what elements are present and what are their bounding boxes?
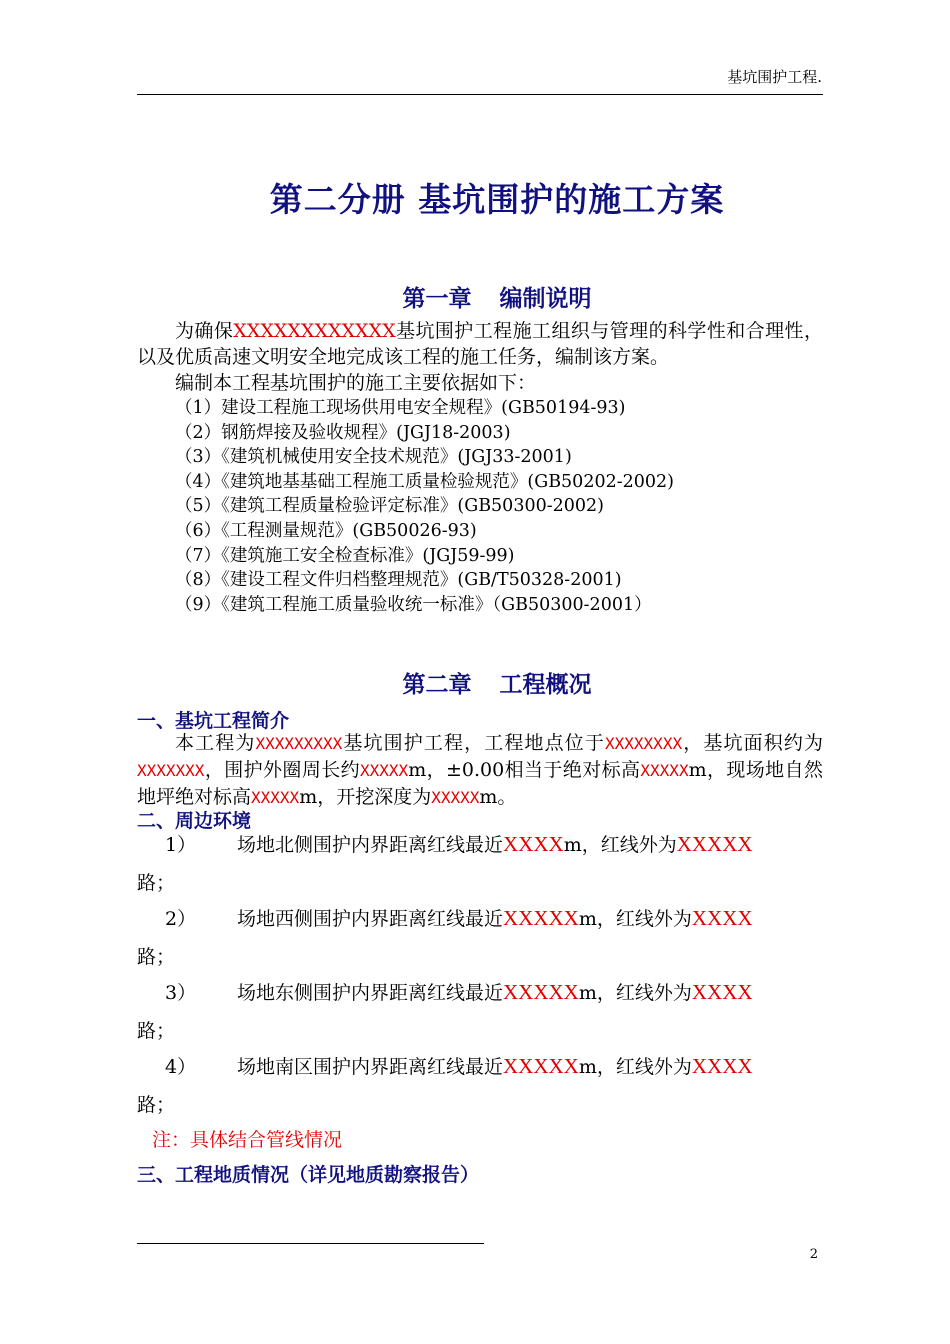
section-2-heading: 二、周边环境 xyxy=(137,810,252,832)
road-placeholder: XXXX xyxy=(691,980,753,1004)
chapter-1-label: 第一章 xyxy=(402,285,472,312)
reference-item: （3）《建筑机械使用安全技术规范》(JGJ33-2001) xyxy=(175,447,572,468)
item-text-a: 场地西侧围护内界距离红线最近 xyxy=(237,908,504,930)
item-number: 1） xyxy=(165,834,197,856)
distance-placeholder: XXXXX xyxy=(503,1054,579,1078)
intro-text-a: 为确保 xyxy=(175,320,234,342)
page-number: 2 xyxy=(809,1247,818,1262)
item-text-a: 场地北侧围护内界距离红线最近 xyxy=(237,834,504,856)
running-header: 基坑围护工程. xyxy=(727,68,822,86)
reference-item: （7）《建筑施工安全检查标准》(JGJ59-99) xyxy=(175,545,515,566)
overview-text-6: m，现场地自然地坪绝对标高 xyxy=(137,759,823,808)
placeholder-4: XXXXX xyxy=(360,761,409,780)
project-overview-paragraph xyxy=(137,730,823,811)
item-number: 3） xyxy=(165,982,197,1004)
overview-text-3: ，基坑面积约为 xyxy=(682,732,823,754)
road-placeholder: XXXX xyxy=(691,906,753,930)
overview-text-8: m。 xyxy=(479,786,517,808)
placeholder-3: XXXXXXX xyxy=(137,761,205,780)
reference-item: （2）钢筋焊接及验收规程》(JGJ18-2003) xyxy=(175,422,511,443)
reference-list xyxy=(137,396,823,617)
item-text-b: m，红线外为 xyxy=(578,908,692,930)
reference-item: （9）《建筑工程施工质量验收统一标准》（GB50300-2001） xyxy=(175,594,652,615)
reference-item: （4）《建筑地基基础工程施工质量检验规范》(GB50202-2002) xyxy=(175,471,674,492)
item-number: 2） xyxy=(165,908,197,930)
item-text xyxy=(237,1052,823,1079)
item-text-b: m，红线外为 xyxy=(563,834,677,856)
section-1-heading: 一、基坑工程简介 xyxy=(137,710,290,732)
surroundings-item-tail: 路； xyxy=(137,1094,176,1116)
item-number: 4） xyxy=(165,1056,197,1078)
item-text-b: m，红线外为 xyxy=(578,1056,692,1078)
intro-text-b: 基坑围护工程施工组织与管理的科学性和合理性，以及优质高速文明安全地完成该工程的施工任务，编制该方案。 xyxy=(137,320,823,368)
intro-paragraph xyxy=(137,318,823,370)
pipeline-note: 注：具体结合管线情况 xyxy=(152,1129,343,1151)
surroundings-item-tail: 路； xyxy=(137,946,176,968)
item-text-a: 场地南区围护内界距离红线最近 xyxy=(237,1056,504,1078)
section-1-body xyxy=(137,730,823,811)
item-text-a: 场地东侧围护内界距离红线最近 xyxy=(237,982,504,1004)
item-text xyxy=(237,978,823,1005)
placeholder-5: XXXXX xyxy=(640,761,689,780)
reference-item: （1）建设工程施工现场供用电安全规程》(GB50194-93) xyxy=(175,398,626,418)
chapter-1-body xyxy=(137,318,823,617)
overview-text-5: m，±0.00相当于绝对标高 xyxy=(408,759,641,781)
chapter-2-label: 第二章 xyxy=(402,671,472,698)
overview-text-2: 基坑围护工程，工程地点位于 xyxy=(342,732,606,754)
basis-paragraph: 编制本工程基坑围护的施工主要依据如下： xyxy=(175,372,537,394)
document-title: 第二分册 基坑围护的施工方案 xyxy=(269,180,725,219)
item-text xyxy=(237,830,823,857)
chapter-2-heading xyxy=(0,666,950,699)
distance-placeholder: XXXX xyxy=(503,832,564,856)
distance-placeholder: XXXXX xyxy=(503,980,579,1004)
header-rule xyxy=(137,94,823,95)
chapter-1-heading xyxy=(0,280,950,313)
item-text-b: m，红线外为 xyxy=(578,982,692,1004)
surroundings-item-tail: 路； xyxy=(137,1020,176,1042)
distance-placeholder: XXXXX xyxy=(503,906,579,930)
overview-text-1: 本工程为 xyxy=(175,732,256,754)
footnote-rule xyxy=(137,1243,484,1244)
reference-item: （5）《建筑工程质量检验评定标准》(GB50300-2002) xyxy=(175,496,604,517)
surroundings-item-tail: 路； xyxy=(137,872,176,894)
road-placeholder: XXXX xyxy=(691,1054,753,1078)
chapter-2-name: 工程概况 xyxy=(499,671,592,698)
overview-text-7: m，开挖深度为 xyxy=(299,786,432,808)
placeholder-7: XXXXX xyxy=(431,788,480,807)
item-text xyxy=(237,904,823,931)
road-placeholder: XXXXX xyxy=(676,832,753,856)
placeholder-1: XXXXXXXXX xyxy=(255,734,343,753)
reference-item: （8）《建设工程文件归档整理规范》(GB/T50328-2001) xyxy=(175,570,622,591)
project-name-placeholder: XXXXXXXXXXXX xyxy=(233,320,396,342)
chapter-1-name: 编制说明 xyxy=(499,285,592,312)
placeholder-6: XXXXX xyxy=(251,788,300,807)
reference-item: （6）《工程测量规范》(GB50026-93) xyxy=(175,520,477,541)
placeholder-2: XXXXXXXX xyxy=(605,734,683,753)
overview-text-4: ，围护外圈周长约 xyxy=(204,759,361,781)
section-3-heading: 三、工程地质情况（详见地质勘察报告） xyxy=(137,1164,480,1186)
